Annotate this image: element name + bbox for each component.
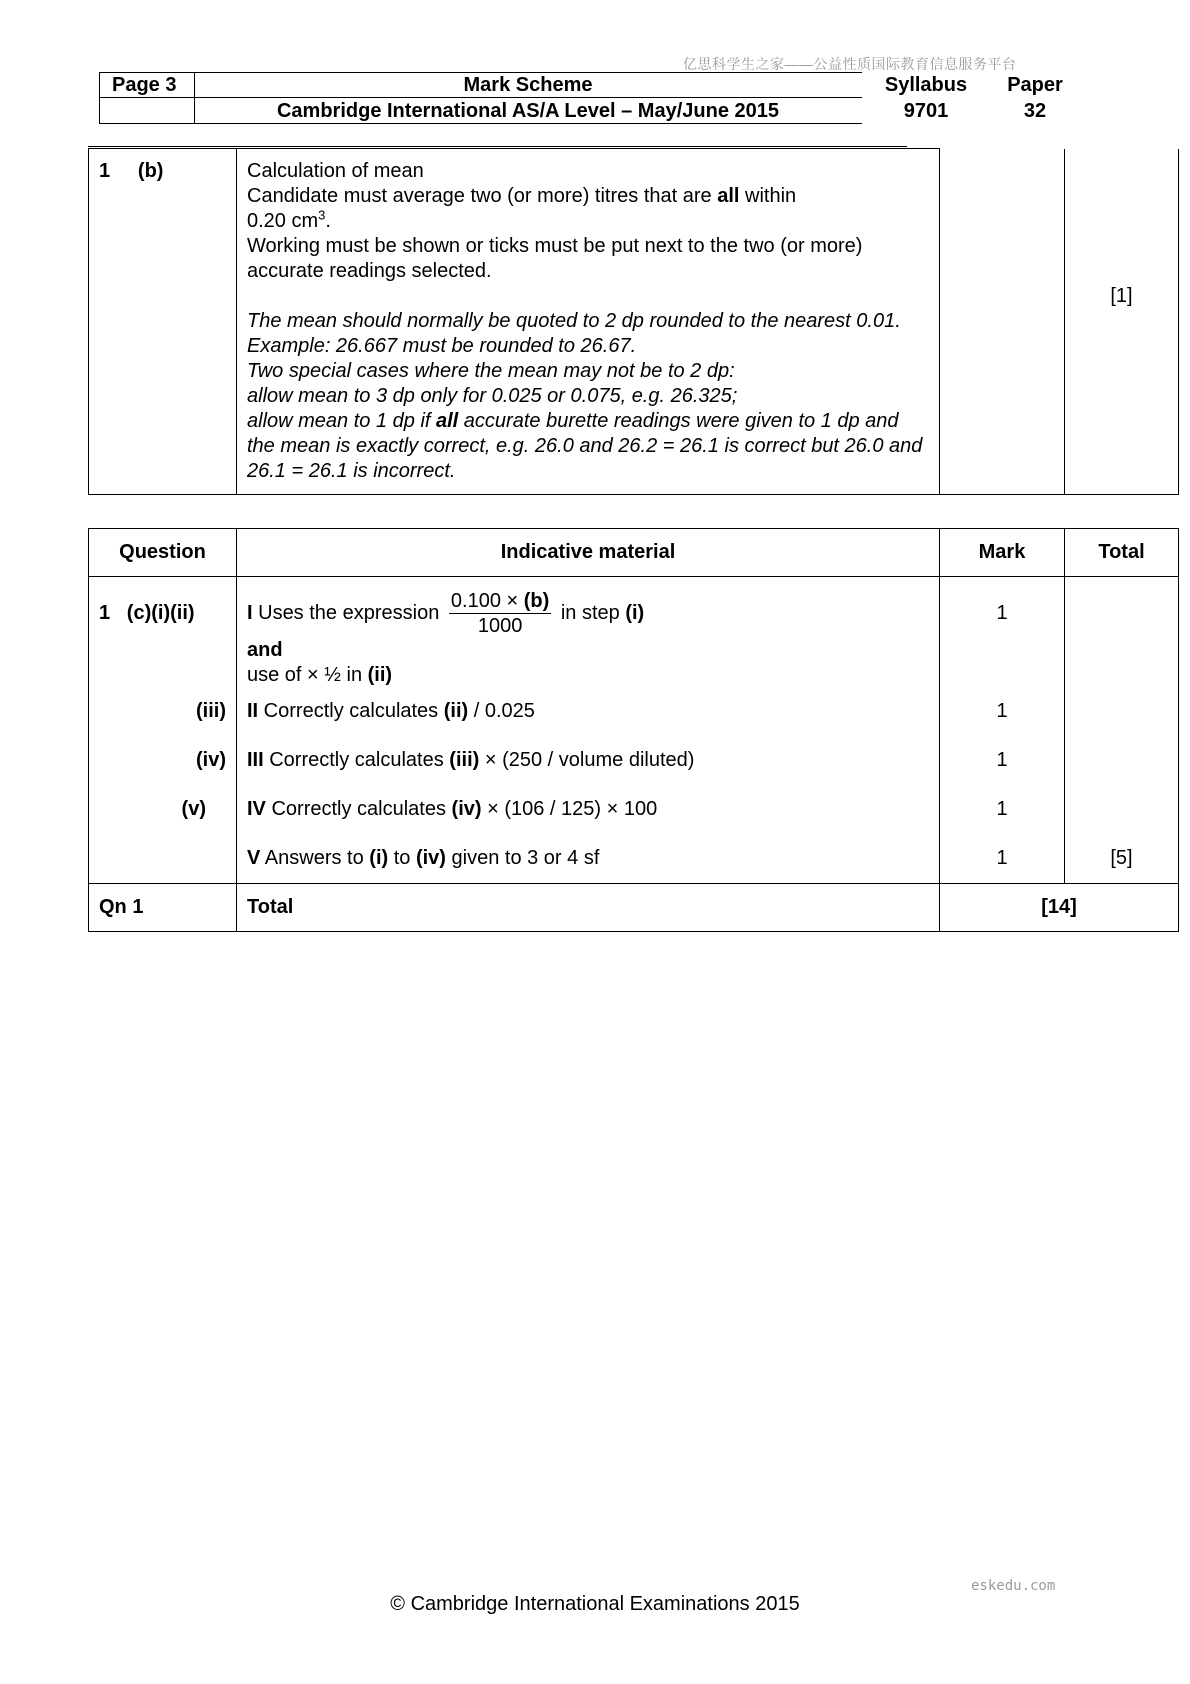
- mark-cell: [940, 149, 1065, 495]
- total-cell: [5]: [1065, 577, 1179, 884]
- table-header-row: [89, 529, 1179, 577]
- paper-value: 32: [1023, 100, 1047, 122]
- material-cell: I Uses the expression $\frac{0.100 \times (b)}{1000}$ in step (i) and use of × ½ in (ii) II Correctly calculates (ii) / 0.025 III Correctly calculates (iii) × (250 / volume diluted) IV Correctly calculates (iv) × (106 / 125) × 100 V Answers to (i) to (iv) given to 3 or 4 sf: [237, 577, 940, 884]
- total-cell: [1]: [1065, 149, 1179, 495]
- syllabus-value: 9701: [903, 100, 949, 122]
- question-cell: 1 (c)(i)(ii) (iii) (iv) (v): [89, 577, 237, 884]
- fraction: $\frac{0.100 \times (b)}{1000}$: [450, 590, 550, 637]
- mark-table-1b: [88, 148, 1179, 495]
- header-total: Total: [1065, 529, 1179, 577]
- footer-total: [14]: [940, 884, 1179, 932]
- table-footer-row: [89, 884, 1179, 932]
- footer-question: Qn 1: [89, 884, 237, 932]
- header-material: Indicative material: [237, 529, 940, 577]
- mark-cell: 1 1 1 1 1: [940, 577, 1065, 884]
- header-question: Question: [89, 529, 237, 577]
- question-cell: 1 (b): [89, 149, 237, 495]
- mark-table-1c: [88, 528, 1179, 932]
- syllabus-label: Syllabus: [884, 74, 968, 96]
- header-title: Mark Scheme: [463, 74, 593, 96]
- copyright-footer: © Cambridge International Examinations 2015: [390, 1593, 800, 1615]
- header-subtitle: Cambridge International AS/A Level – May/June 2015: [276, 100, 779, 122]
- page-number: Page 3: [112, 74, 177, 96]
- table-row: [89, 149, 1179, 495]
- paper-label: Paper: [1007, 74, 1063, 96]
- watermark-top: 亿思科学生之家——公益性质国际教育信息服务平台: [683, 56, 1017, 72]
- watermark-bottom: eskedu.com: [971, 1578, 1056, 1594]
- header-mark: Mark: [940, 529, 1065, 577]
- material-cell: Calculation of mean Candidate must average two (or more) titres that are all within 0.20 $cm^3$. Working must be shown or ticks must be put next to the two (or more) accurate readings selected. The mean should normally be quoted to 2 dp rounded to the nearest 0.01. Example: 26.667 must be rounded to 26.67. Two special cases where the mean may not be to 2 dp: allow mean to 3 dp only for 0.025 or 0.075, e.g. 26.325; allow mean to 1 dp if all accurate burette readings were given to 1 dp and the mean is exactly correct, e.g. 26.0 and 26.2 = 26.1 is correct but 26.0 and 26.1 = 26.1 is incorrect.: [237, 149, 940, 495]
- footer-label: Total: [237, 884, 940, 932]
- table-row: [89, 577, 1179, 884]
